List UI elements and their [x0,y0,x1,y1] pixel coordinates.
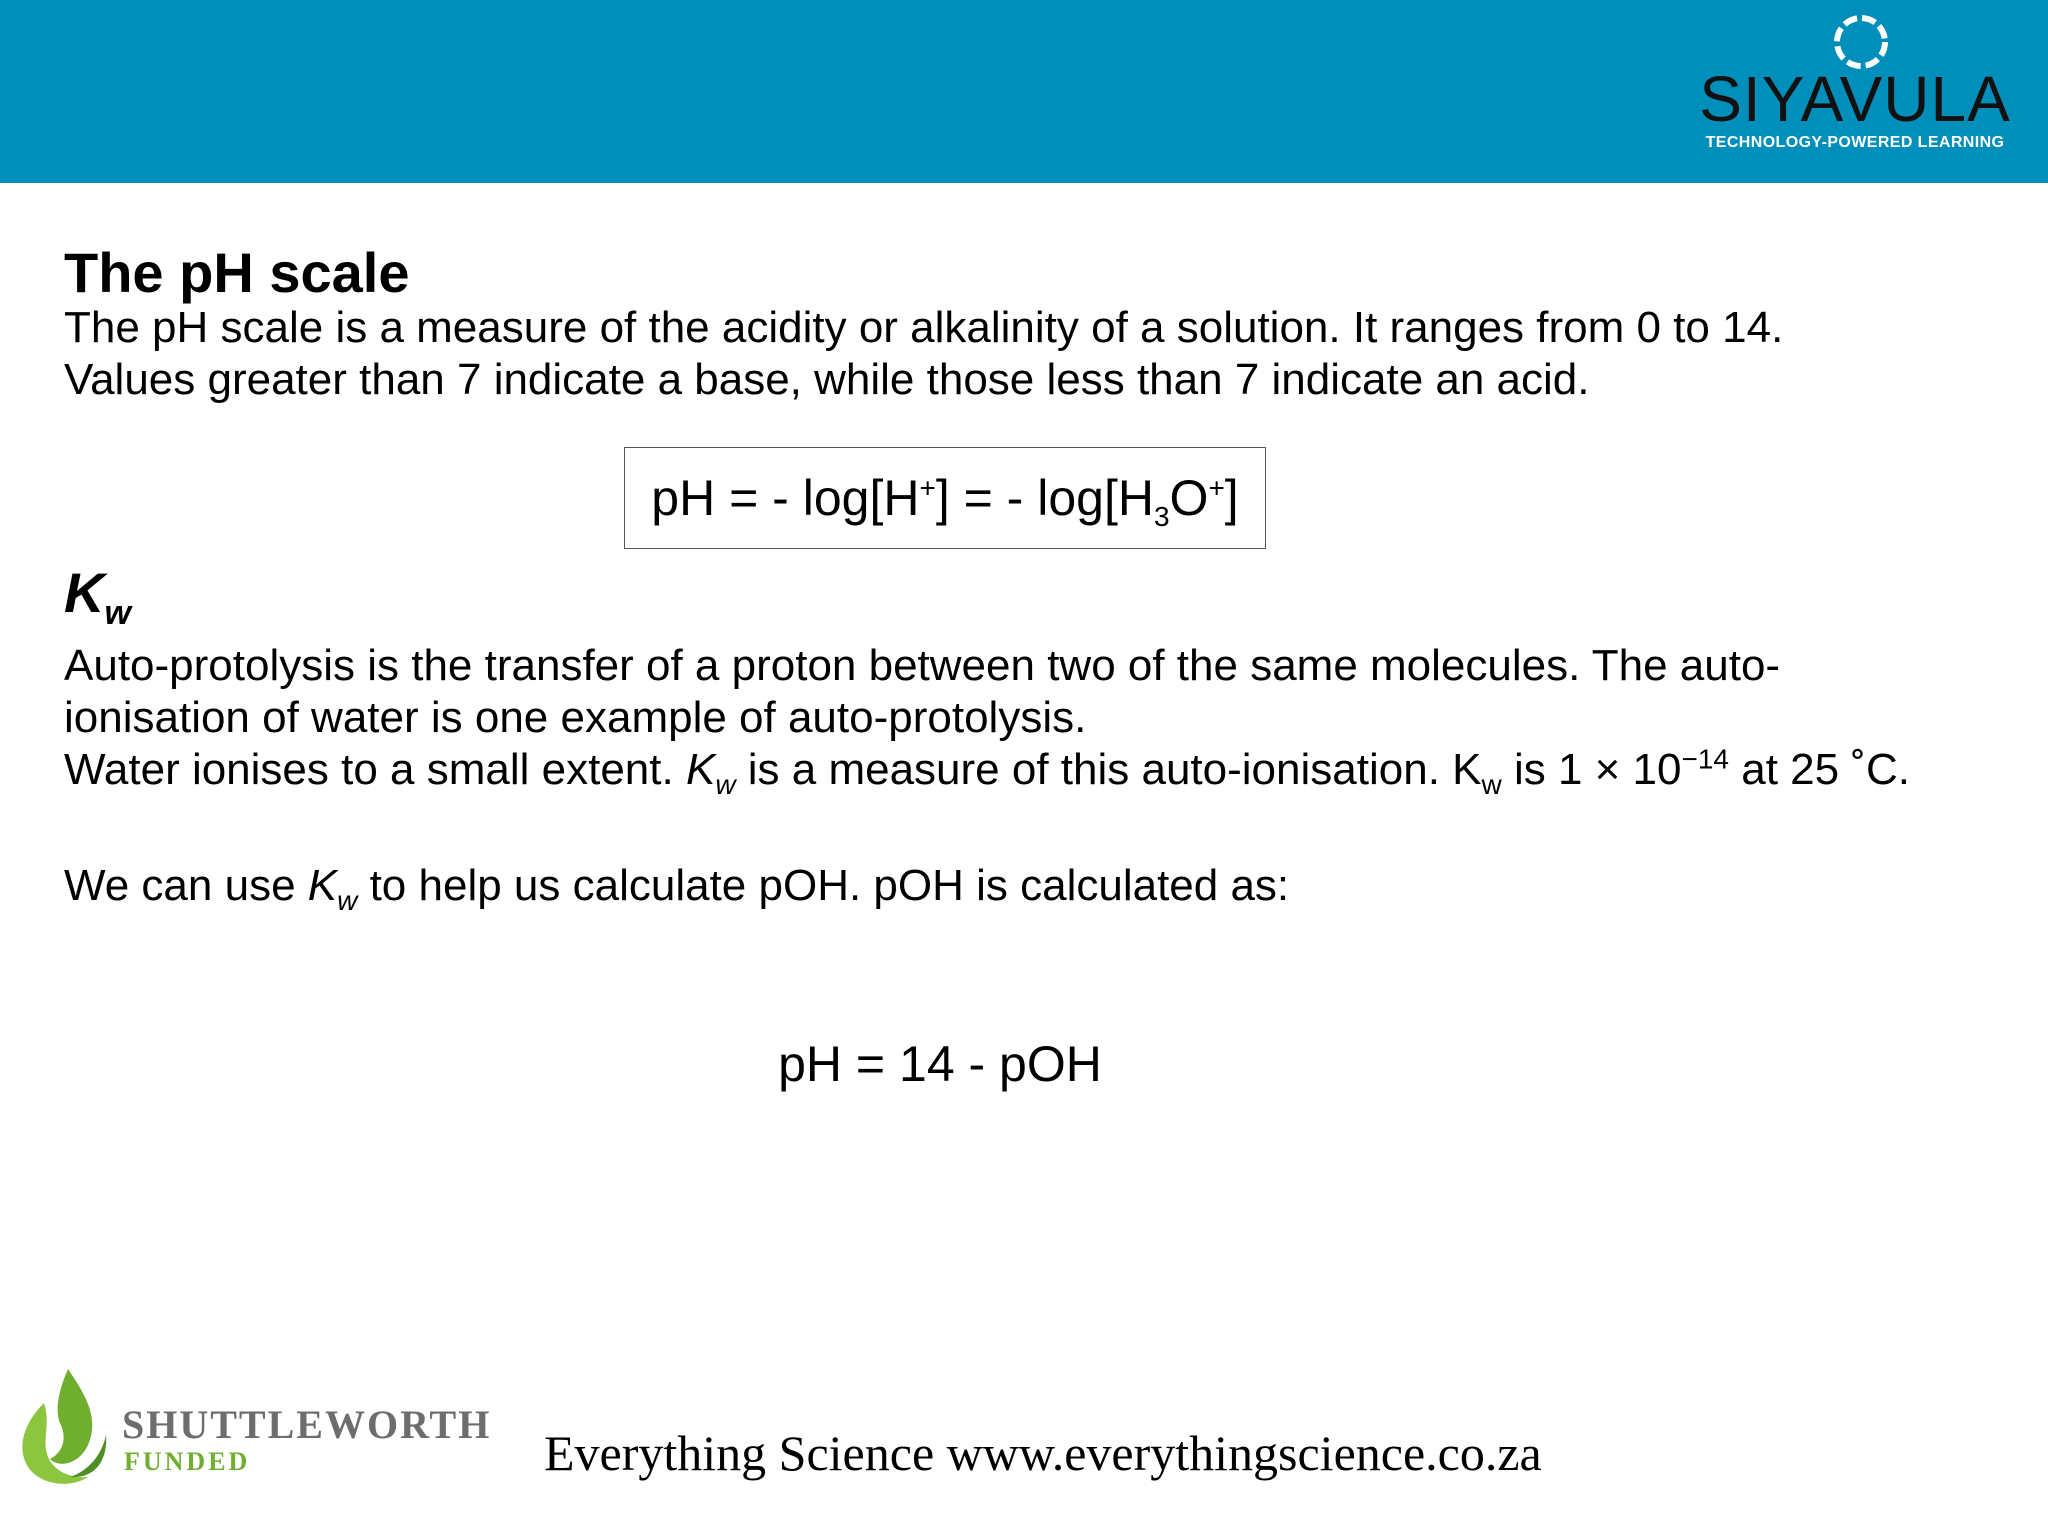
kw-subscript: w [715,768,736,800]
ionise-text: at 25 ˚C. [1729,745,1910,794]
calc-text: We can use [64,861,308,910]
intro-paragraph [64,302,1783,406]
kw-symbol: K [685,745,716,794]
autoprotolysis-line-2: ionisation of water is one example of auto-protolysis. [64,693,1087,742]
kw-heading-subscript: w [104,594,131,633]
ph-formula-part: O [1169,470,1209,526]
ionise-line [64,743,1910,800]
poh-formula: pH = 14 - pOH [778,1036,1102,1092]
ionise-text: is a measure of this auto-ionisation. K [735,745,1482,794]
siyavula-tagline: TECHNOLOGY-POWERED LEARNING [1705,134,2005,151]
calc-text: to help us calculate pOH. pOH is calculated as: [357,861,1290,910]
ph-formula-box [624,447,1266,549]
calc-line [64,860,1290,916]
ionise-text: Water ionises to a small extent. [64,745,686,794]
shuttleworth-funded: FUNDED [124,1447,251,1476]
shuttleworth-logo [10,1365,492,1490]
kw-heading-symbol: K [64,561,105,624]
slide-title: The pH scale [64,241,410,304]
shuttleworth-name: SHUTTLEWORTH [122,1402,492,1447]
autoprotolysis-paragraph [64,640,1780,744]
kw-subscript: w [1481,768,1502,800]
kw-heading [64,560,131,646]
footer-text: Everything Science www.everythingscience.co.za [544,1425,1542,1481]
ph-formula-part: ] [1224,470,1239,526]
ph-formula-part: ] = - log[H [935,470,1154,526]
kw-symbol: K [307,861,338,910]
ph-formula-sup: + [1208,472,1225,504]
ph-formula-part: pH = - log[H [651,470,920,526]
siyavula-logo [1685,8,2025,160]
autoprotolysis-line-1: Auto-protolysis is the transfer of a proton between two of the same molecules. The auto- [64,641,1781,690]
shuttleworth-flame-icon [10,1365,120,1490]
ph-formula-sub: 3 [1153,501,1170,532]
kw-exponent: −14 [1681,743,1729,775]
siyavula-wordmark: SIYAVULA [1699,63,2011,135]
ph-formula-sup: + [919,472,936,504]
kw-subscript: w [337,884,358,916]
intro-line-1: The pH scale is a measure of the acidity or alkalinity of a solution. It ranges from 0 to 14. [64,303,1784,352]
ionise-text: is 1 × 10 [1501,745,1682,794]
intro-line-2: Values greater than 7 indicate a base, while those less than 7 indicate an acid. [64,355,1590,404]
